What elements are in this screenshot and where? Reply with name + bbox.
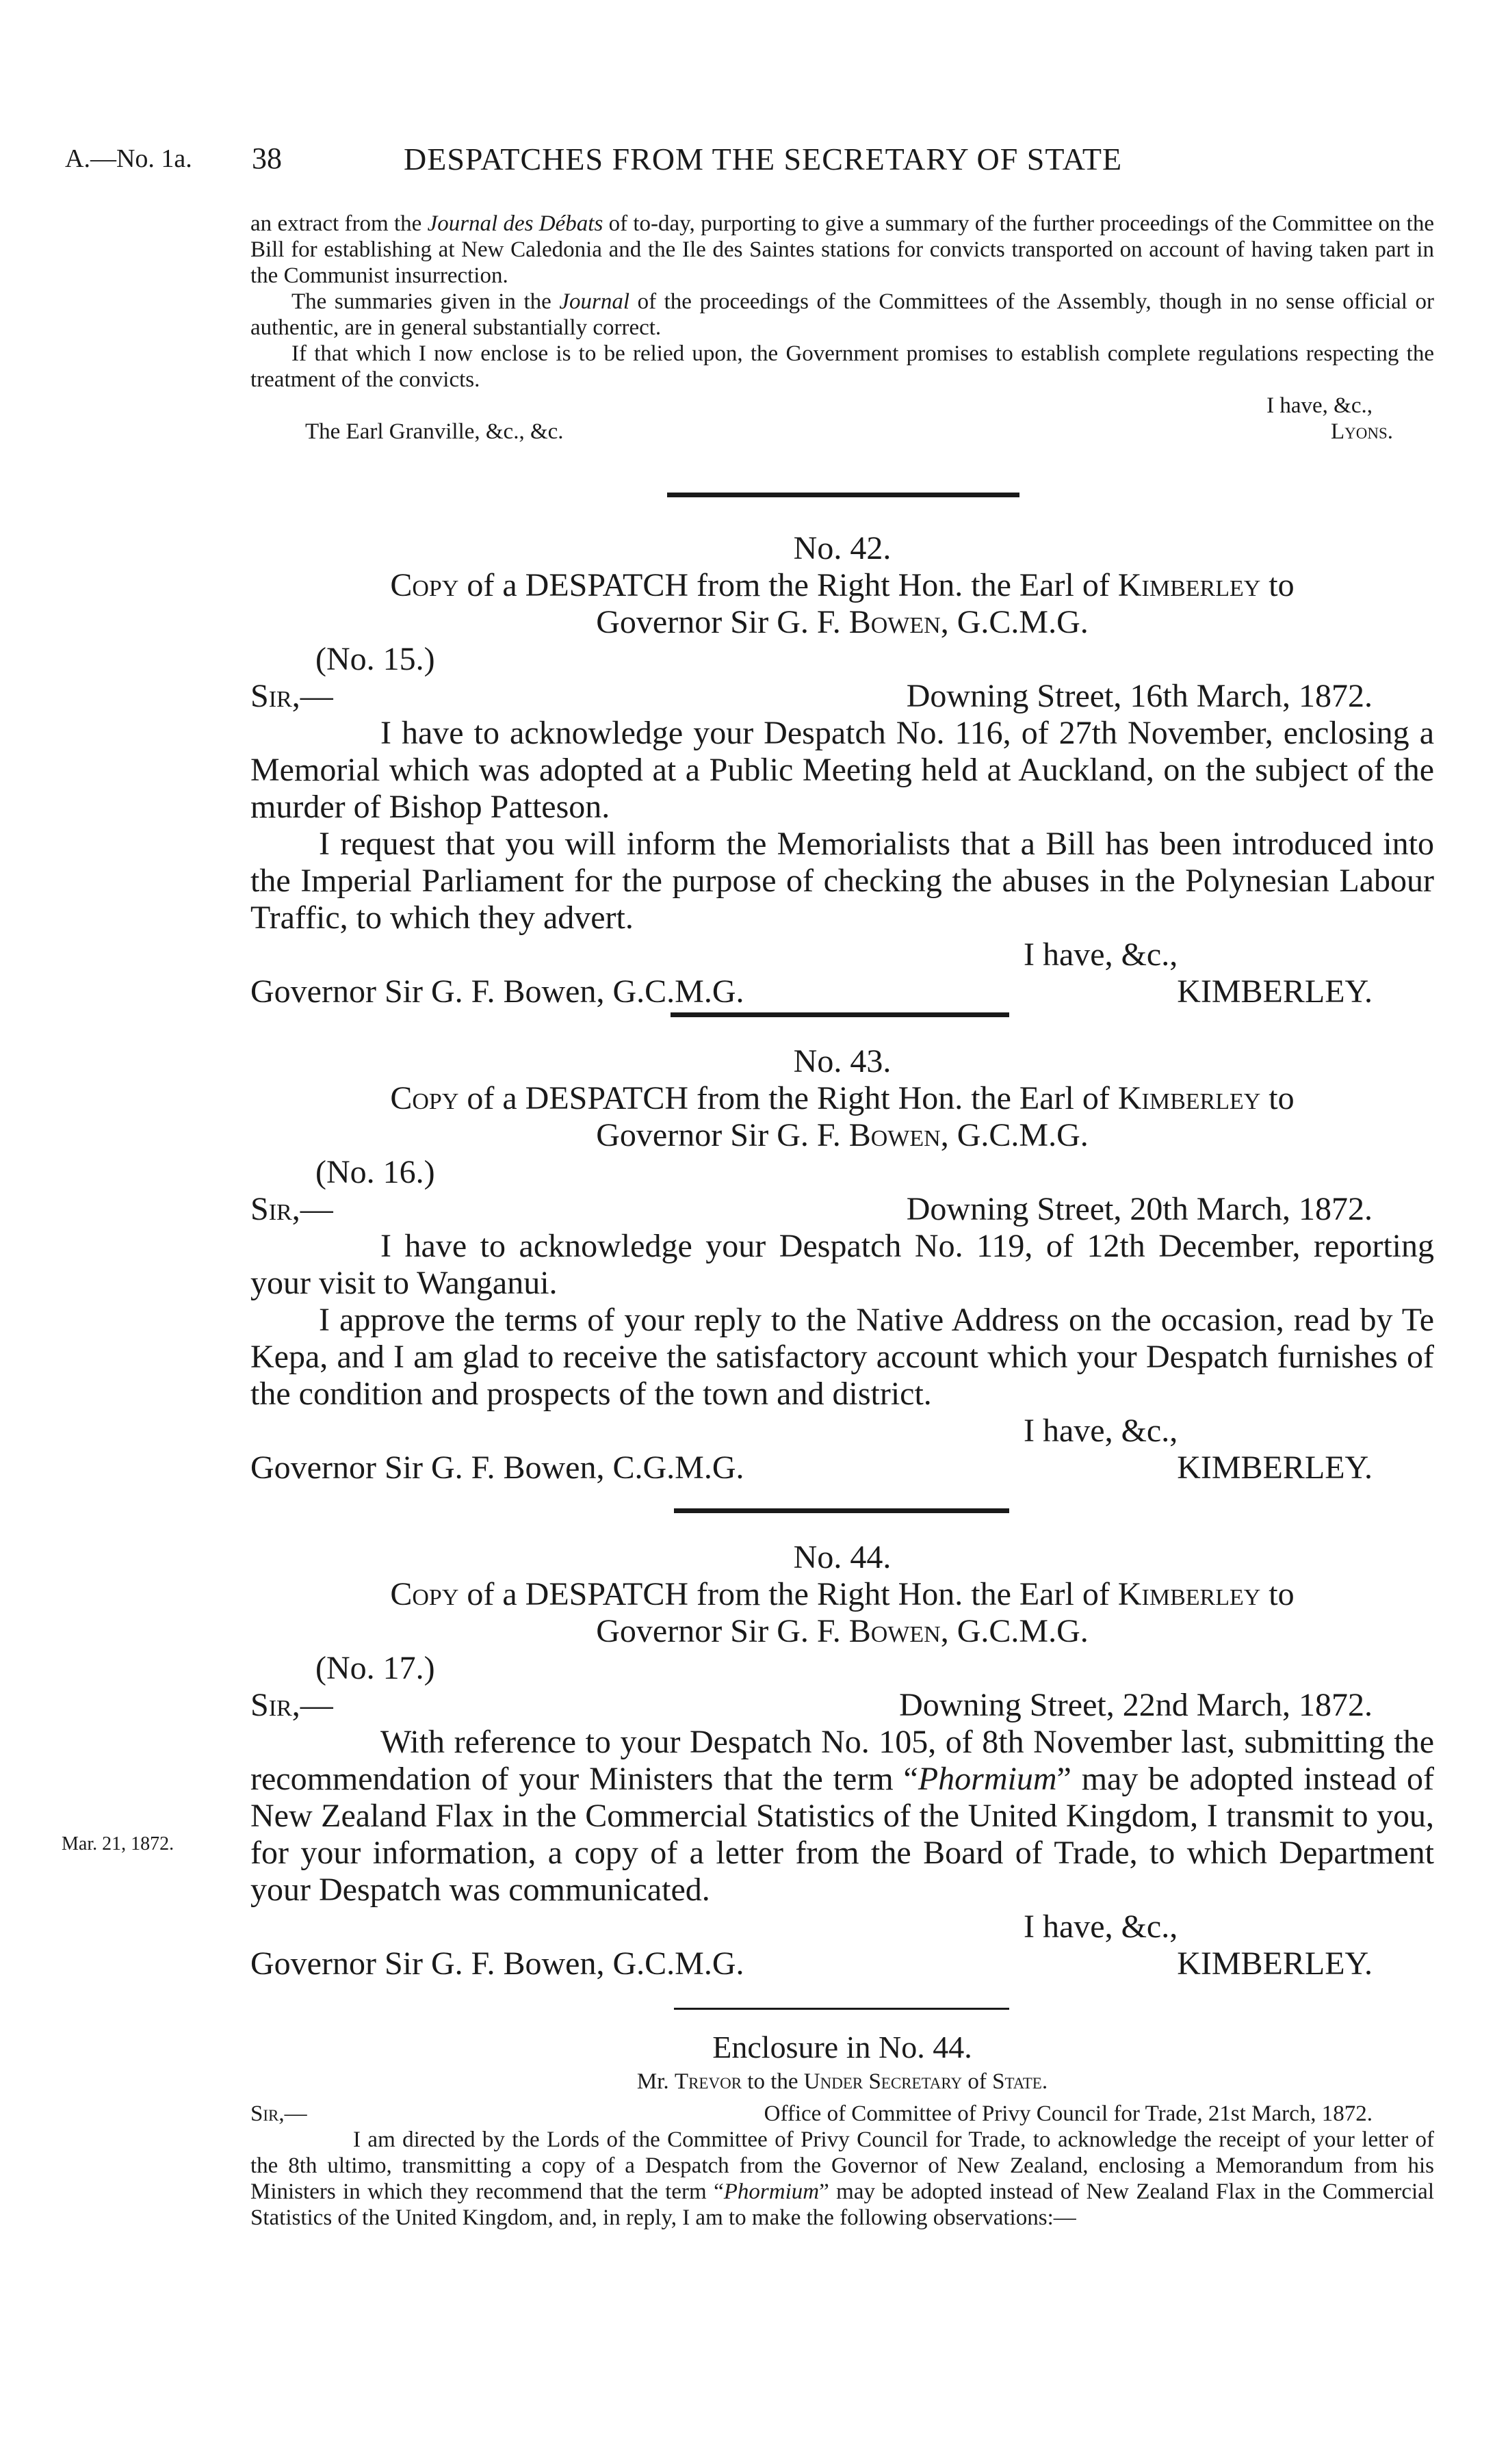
despatch-number: No. 42.	[793, 530, 892, 566]
despatch-ref: (No. 17.)	[315, 1650, 435, 1686]
enclosure	[250, 2028, 1434, 2231]
intro-section	[250, 211, 1434, 445]
intro-paragraph: The summaries given in the Journal of the proceedings of the Committees of the Assembly, though in no sense official or authentic, are in general substantially correct.	[250, 289, 1434, 340]
salutation: Sir,—	[250, 678, 333, 714]
margin-note: Mar. 21, 1872.	[62, 1833, 174, 1854]
document-reference: A.—No. 1a.	[65, 144, 192, 173]
signature: KIMBERLEY.	[1177, 1945, 1373, 1982]
page-number: 38	[252, 142, 282, 175]
page-title: DESPATCHES FROM THE SECRETARY OF STATE	[404, 142, 1123, 176]
despatch-44	[250, 1539, 1434, 1982]
closing: I have, &c.,	[1024, 1413, 1178, 1449]
despatch-42	[250, 530, 1434, 1010]
despatch-heading: Copy of a DESPATCH from the Right Hon. the Earl of Kimberley to	[390, 1080, 1295, 1116]
intro-closing: I have, &c.,	[1266, 393, 1373, 418]
section-divider	[667, 493, 1019, 497]
body-paragraph: I have to acknowledge your Despatch No. 116, of 27th November, enclosing a Memorial which was adopted at a Public Meeting held at Auckland, on the subject of the murder of Bishop Patteson.	[250, 715, 1434, 825]
section-divider	[674, 1508, 1009, 1513]
despatch-heading: Copy of a DESPATCH from the Right Hon. the Earl of Kimberley to	[390, 567, 1295, 603]
signature: KIMBERLEY.	[1177, 1450, 1373, 1486]
despatch-43	[250, 1043, 1434, 1486]
enclosure-body: I am directed by the Lords of the Committee of Privy Council for Trade, to acknowledge the receipt of your letter of the 8th ultimo, transmitting a copy of a Despatch from the Governor of New Zealand, enclosing a Memorandum from his Ministers in which they recommend that the term “Phormium” may be adopted instead of New Zealand Flax in the Commercial Statistics of the United Kingdom, and, in reply, I am to make the following observations:—	[250, 2127, 1434, 2230]
enclosure-salutation: Sir,—	[250, 2101, 307, 2126]
despatch-heading-governor: Governor Sir G. F. Bowen, G.C.M.G.	[596, 604, 1089, 640]
section-divider	[674, 2008, 1009, 2010]
despatch-ref: (No. 16.)	[315, 1154, 435, 1190]
place-date: Downing Street, 20th March, 1872.	[906, 1191, 1373, 1227]
salutation: Sir,—	[250, 1687, 333, 1723]
despatch-number: No. 43.	[793, 1043, 892, 1079]
enclosure-subtitle: Mr. Trevor to the Under Secretary of State.	[636, 2069, 1048, 2094]
closing: I have, &c.,	[1024, 936, 1178, 973]
signature: KIMBERLEY.	[1177, 973, 1373, 1010]
despatch-heading: Copy of a DESPATCH from the Right Hon. the Earl of Kimberley to	[390, 1576, 1295, 1612]
intro-paragraph: an extract from the Journal des Débats of to-day, purporting to give a summary of the further proceedings of the Committee on the Bill for establishing at New Caledonia and the Ile des Saintes stations for convicts transported on account of having taken part in the Communist insurrection.	[250, 211, 1434, 288]
addressee: Governor Sir G. F. Bowen, G.C.M.G.	[250, 973, 744, 1010]
body-paragraph: I approve the terms of your reply to the Native Address on the occasion, read by Te Kepa, and I am glad to receive the satisfactory account which your Despatch furnishes of the condition and prospects of the town and district.	[250, 1302, 1434, 1412]
salutation: Sir,—	[250, 1191, 333, 1227]
place-date: Downing Street, 22nd March, 1872.	[899, 1687, 1373, 1723]
addressee: Governor Sir G. F. Bowen, G.C.M.G.	[250, 1945, 744, 1982]
body-paragraph: I have to acknowledge your Despatch No. 119, of 12th December, reporting your visit to Wanganui.	[250, 1228, 1434, 1301]
body-paragraph: I request that you will inform the Memorialists that a Bill has been introduced into the Imperial Parliament for the purpose of checking the abuses in the Polynesian Labour Traffic, to which they advert.	[250, 826, 1434, 936]
intro-addressee: The Earl Granville, &c., &c.	[305, 419, 564, 444]
body-paragraph: With reference to your Despatch No. 105, of 8th November last, submitting the recommendation of your Ministers that the term “Phormium” may be adopted instead of New Zealand Flax in the Commercial Statistics of the United Kingdom, I transmit to you, for your information, a copy of a letter from the Board of Trade, to which Department your Despatch was communicated.	[250, 1724, 1435, 1908]
despatch-heading-governor: Governor Sir G. F. Bowen, G.C.M.G.	[596, 1613, 1089, 1649]
addressee: Governor Sir G. F. Bowen, C.G.M.G.	[250, 1450, 744, 1486]
intro-paragraph: If that which I now enclose is to be relied upon, the Government promises to establish complete regulations respecting the treatment of the convicts.	[250, 341, 1434, 392]
enclosure-place-date: Office of Committee of Privy Council for Trade, 21st March, 1872.	[764, 2101, 1373, 2126]
intro-signature: Lyons.	[1330, 419, 1393, 444]
place-date: Downing Street, 16th March, 1872.	[906, 678, 1373, 714]
section-divider	[671, 1012, 1009, 1017]
enclosure-title: Enclosure in No. 44.	[712, 2030, 972, 2065]
closing: I have, &c.,	[1024, 1909, 1178, 1945]
despatch-ref: (No. 15.)	[315, 641, 435, 677]
despatch-heading-governor: Governor Sir G. F. Bowen, G.C.M.G.	[596, 1117, 1089, 1153]
despatch-number: No. 44.	[793, 1539, 892, 1575]
